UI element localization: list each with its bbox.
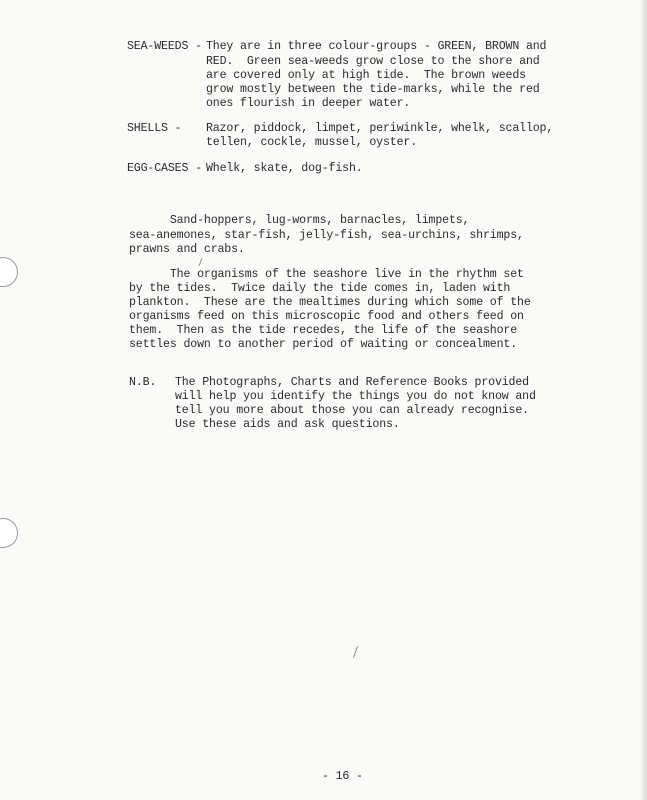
page-number: - 16 - <box>322 770 363 783</box>
text-line: organisms feed on this microscopic food and others feed on <box>129 310 524 323</box>
text-line: will help you identify the things you do not know and <box>175 390 536 403</box>
text-line: by the tides. Twice daily the tide comes in, laden with <box>129 282 511 295</box>
text-line: The organisms of the seashore live in the rhythm set <box>129 268 524 281</box>
punch-hole-bottom <box>0 518 18 548</box>
text-line: them. Then as the tide recedes, the life of the seashore <box>129 324 518 337</box>
text-line: Whelk, skate, dog-fish. <box>206 162 363 175</box>
section-label: SEA-WEEDS - <box>127 40 202 53</box>
text-line: sea-anemones, star-fish, jelly-fish, sea-urchins, shrimps, <box>129 229 524 242</box>
text-line: They are in three colour-groups - GREEN, BROWN and <box>206 40 547 53</box>
punch-hole-top <box>0 257 18 287</box>
section-label: EGG-CASES - <box>127 162 202 175</box>
text-line: Razor, piddock, limpet, periwinkle, whelk, scallop, <box>206 122 554 135</box>
section-label: SHELLS - <box>127 122 182 135</box>
text-line: grow mostly between the tide-marks, while the red <box>206 83 540 96</box>
text-line: plankton. These are the mealtimes during which some of the <box>129 296 531 309</box>
text-line: tellen, cockle, mussel, oyster. <box>206 136 418 149</box>
text-line: RED. Green sea-weeds grow close to the shore and <box>206 55 540 68</box>
text-line: ones flourish in deeper water. <box>206 97 411 110</box>
pencil-mark <box>353 646 358 658</box>
text-line: Sand-hoppers, lug-worms, barnacles, limpets, <box>129 214 470 227</box>
text-line: Use these aids and ask questions. <box>175 418 400 431</box>
text-line: settles down to another period of waiting or concealment. <box>129 338 518 351</box>
nb-label: N.B. <box>129 376 157 389</box>
pencil-mark <box>199 258 203 266</box>
text-line: are covered only at high tide. The brown weeds <box>206 69 526 82</box>
text-line: tell you more about those you can already recognise. <box>175 404 529 417</box>
text-line: prawns and crabs. <box>129 243 245 256</box>
text-line: The Photographs, Charts and Reference Books provided <box>175 376 529 389</box>
page-edge-shadow <box>641 0 647 800</box>
